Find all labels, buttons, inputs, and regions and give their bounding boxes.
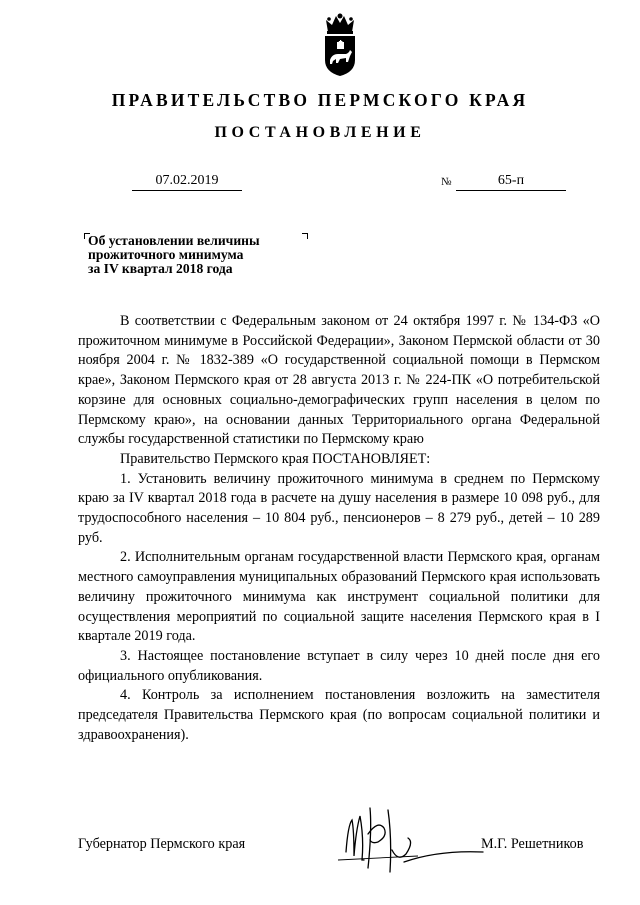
clause-2-paragraph: 2. Исполнительным органам государственной власти Пермского края, органам местного самоуправления муниципальных образований Пермского края использовать величину прожиточного минимума как инструмент социальной политики для осуществления мероприятий по социальной защите населения Пермского края в I квартале 2019 года.	[78, 549, 600, 645]
clause-1-paragraph: 1. Установить величину прожиточного минимума в среднем по Пермскому краю за IV квартал 2018 года в расчете на душу населения в размере 10 098 руб., для трудоспособного населения – 10 804 руб., пенсионеров – 8 279 руб., детей – 10 289 руб.	[78, 470, 600, 546]
signatory-title: Губернатор Пермского края	[78, 836, 246, 852]
clause-4-paragraph: 4. Контроль за исполнением постановления возложить на заместителя председателя Правительства Пермского края (по вопросам социальной политики и здравоохранения).	[78, 687, 600, 743]
clause-3-paragraph: 3. Настоящее постановление вступает в силу через 10 дней после дня его официального опубликования.	[78, 647, 600, 684]
coat-of-arms-icon	[320, 12, 360, 78]
preamble-paragraph: В соответствии с Федеральным законом от 24 октября 1997 г. № 134-ФЗ «О прожиточном минимуме в Российской Федерации», Законом Пермской области от 30 ноября 2004 г. № 1832-389 «О государственной социальной помощи в Пермском крае», Законом Пермского края от 28 августа 2013 г. № 224-ПК «О потребительской корзине для основных социально-демографических групп населения в целом по Пермскому краю», на основании данных Территориального органа Федеральной службы государственной статистики по Пермскому краю	[78, 313, 600, 448]
document-body	[78, 312, 600, 745]
number-label: №	[441, 176, 452, 188]
document-number: 65-п	[456, 173, 566, 191]
subject-line: за IV квартал 2018 года	[88, 261, 233, 276]
subject-line: прожиточного минимума	[88, 247, 244, 262]
resolution-paragraph: Правительство Пермского края ПОСТАНОВЛЯЕТ:	[120, 450, 431, 467]
document-subject	[88, 234, 318, 276]
subject-line: Об установлении величины	[88, 233, 260, 248]
signatory-name: М.Г. Решетников	[481, 836, 584, 852]
handwritten-signature	[318, 790, 488, 885]
document-type: ПОСТАНОВЛЕНИЕ	[214, 124, 426, 141]
government-title: ПРАВИТЕЛЬСТВО ПЕРМСКОГО КРАЯ	[111, 90, 529, 110]
document-date: 07.02.2019	[132, 173, 242, 191]
